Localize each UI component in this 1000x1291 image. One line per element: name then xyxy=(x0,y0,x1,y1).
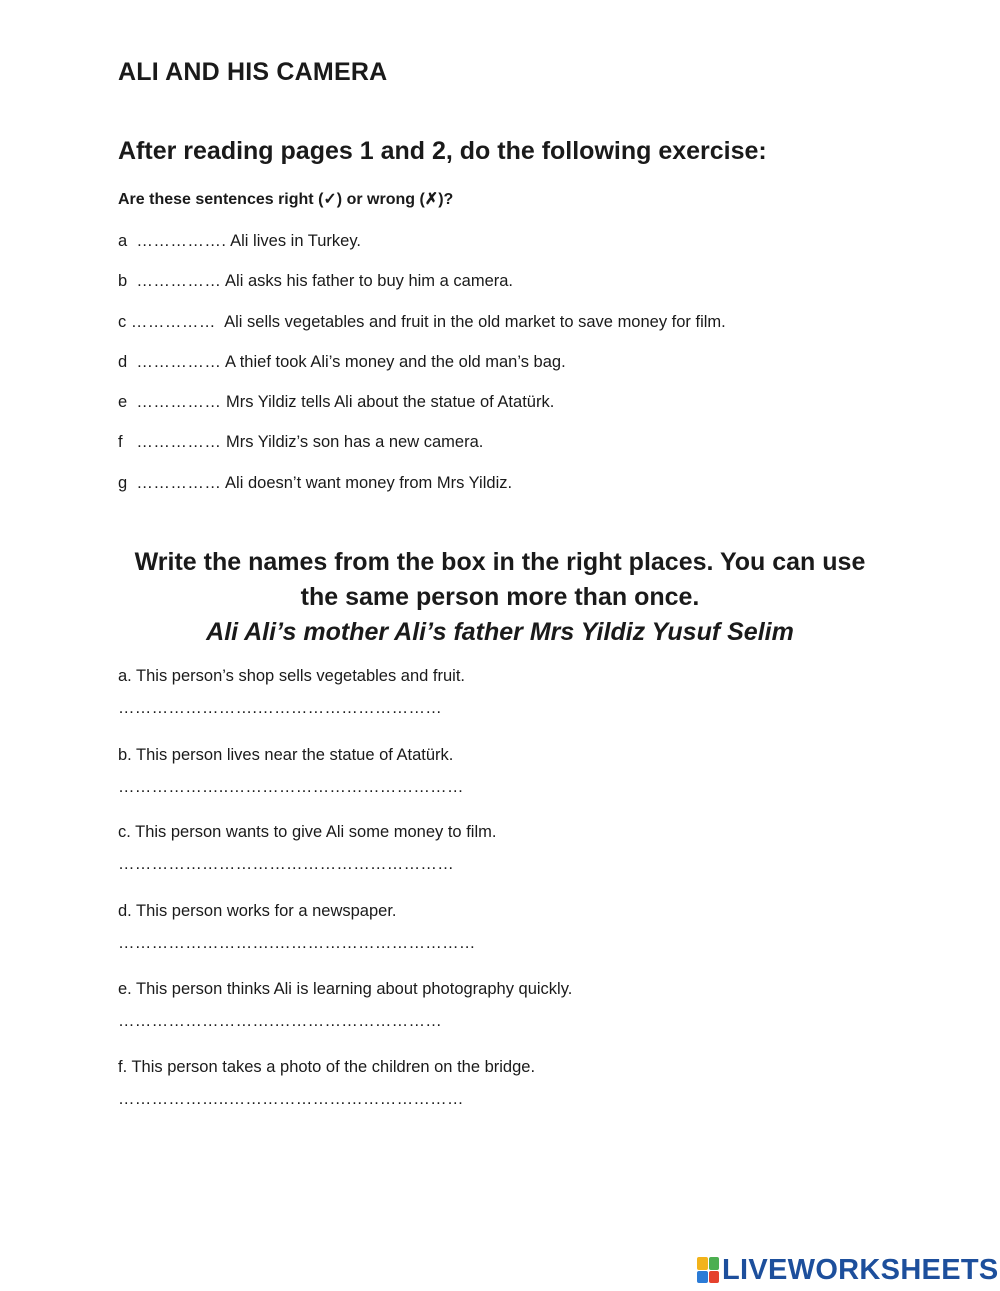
question-d: d. This person works for a newspaper. xyxy=(118,902,397,920)
logo-block xyxy=(709,1271,720,1284)
logo-block xyxy=(697,1257,708,1270)
question-b: b. This person lives near the statue of Atatürk. xyxy=(118,746,454,764)
answer-line-c[interactable]: …………………………………………………… xyxy=(118,855,454,873)
answer-line-f[interactable]: ………………..…………………………………… xyxy=(118,1090,464,1108)
section1-instruction: Are these sentences right (✓) or wrong (✗)? xyxy=(118,191,454,208)
question-c: c. This person wants to give Ali some money to film. xyxy=(118,823,497,841)
answer-blank[interactable]: ……………. xyxy=(136,232,227,250)
question-f: f. This person takes a photo of the children on the bridge. xyxy=(118,1058,536,1076)
tf-item-e: e …………… Mrs Yildiz tells Ali about the statue of Atatürk. xyxy=(118,393,555,411)
tf-item-a: a ……………. Ali lives in Turkey. xyxy=(118,232,361,250)
tf-item-g: g …………… Ali doesn’t want money from Mrs Yildiz. xyxy=(118,474,513,492)
logo-block xyxy=(709,1257,720,1270)
logo-blocks-icon xyxy=(697,1257,719,1283)
section1-heading: After reading pages 1 and 2, do the following exercise: xyxy=(118,137,767,165)
logo-block xyxy=(697,1271,708,1284)
section2-heading: Write the names from the box in the right places. You can use the same person more than once. Ali Ali’s mother Ali’s father Mrs Yildiz Yusuf Selim xyxy=(100,545,900,650)
tf-item-f: f …………… Mrs Yildiz’s son has a new camera. xyxy=(118,433,484,451)
liveworksheets-logo xyxy=(697,1255,999,1285)
names-box: Ali Ali’s mother Ali’s father Mrs Yildiz Yusuf Selim xyxy=(206,618,794,646)
answer-line-e[interactable]: ……………………….………………………… xyxy=(118,1012,443,1030)
answer-blank[interactable]: …………… xyxy=(130,313,216,331)
answer-line-d[interactable]: ……………………….……………………………… xyxy=(118,934,476,952)
tf-item-d: d …………… A thief took Ali’s money and the old man’s bag. xyxy=(118,353,566,371)
logo-text: LIVEWORKSHEETS xyxy=(722,1253,999,1286)
answer-line-b[interactable]: ………………..…………………………………… xyxy=(118,778,464,796)
tf-item-c: c …………… Ali sells vegetables and fruit in the old market to save money for film. xyxy=(118,313,726,331)
answer-blank[interactable]: …………… xyxy=(136,353,222,371)
worksheet-title: ALI AND HIS CAMERA xyxy=(118,58,388,86)
answer-blank[interactable]: …………… xyxy=(136,433,222,451)
answer-blank[interactable]: …………… xyxy=(136,393,222,411)
tf-item-b: b …………… Ali asks his father to buy him a camera. xyxy=(118,272,513,290)
answer-blank[interactable]: …………… xyxy=(136,474,222,492)
answer-line-a[interactable]: …………………….…………………………… xyxy=(118,699,443,717)
question-e: e. This person thinks Ali is learning about photography quickly. xyxy=(118,980,573,998)
question-a: a. This person’s shop sells vegetables and fruit. xyxy=(118,667,466,685)
answer-blank[interactable]: …………… xyxy=(136,272,222,290)
